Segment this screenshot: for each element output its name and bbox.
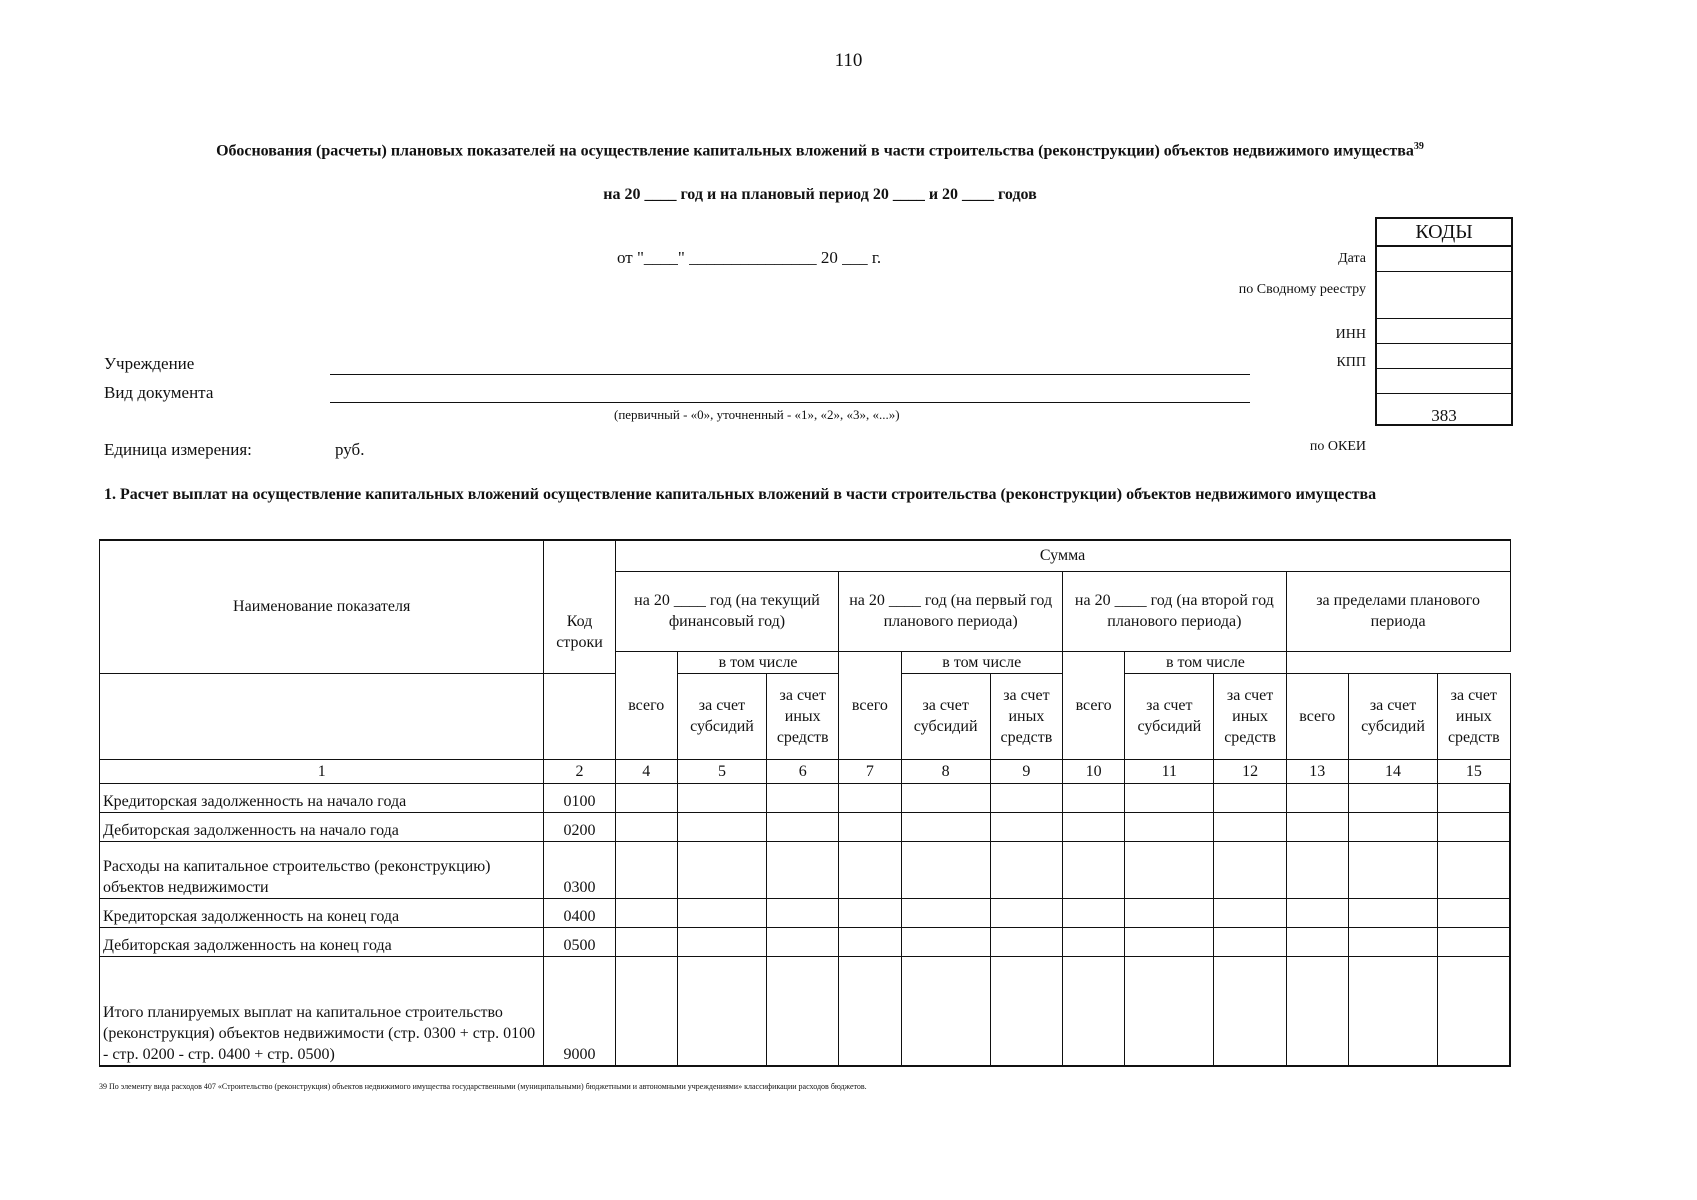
row-code: 0100 (544, 783, 615, 812)
row-name: Дебиторская задолженность на начало года (100, 812, 544, 841)
col-code-header: Код строки (544, 540, 615, 673)
col-num: 13 (1286, 759, 1348, 783)
row-name: Дебиторская задолженность на конец года (100, 927, 544, 956)
cell[interactable] (1125, 812, 1214, 841)
cell[interactable] (1063, 898, 1125, 927)
cell[interactable] (901, 841, 990, 898)
cell[interactable] (1438, 898, 1510, 927)
cell[interactable] (990, 898, 1062, 927)
cell[interactable] (767, 898, 839, 927)
document-title (140, 136, 1500, 162)
cell[interactable] (1125, 898, 1214, 927)
table-row (100, 898, 1511, 927)
cell[interactable] (1214, 956, 1286, 1066)
cell[interactable] (677, 783, 766, 812)
table-row (100, 783, 1511, 812)
cell[interactable] (1286, 783, 1348, 812)
inn-code-cell (1377, 318, 1511, 343)
okei-label: по ОКЕИ (1309, 439, 1366, 454)
other-header: за счет иных средств (990, 673, 1062, 759)
cell[interactable] (1125, 841, 1214, 898)
doc-type-line (330, 402, 1250, 403)
other-header: за счет иных средств (1214, 673, 1286, 759)
cell[interactable] (677, 956, 766, 1066)
period-current-header: на 20 ____ год (на текущий финансовый год) (615, 571, 839, 651)
cell[interactable] (990, 927, 1062, 956)
cell[interactable] (1214, 927, 1286, 956)
institution-label: Учреждение (104, 354, 195, 373)
date-line: от "____" _______________ 20 ___ г. (617, 248, 882, 267)
cell[interactable] (839, 783, 901, 812)
col-num: 7 (839, 759, 901, 783)
cell[interactable] (1214, 783, 1286, 812)
unit-value: руб. (335, 440, 365, 459)
cell[interactable] (615, 898, 677, 927)
table-row (100, 812, 1511, 841)
cell[interactable] (1286, 898, 1348, 927)
period-beyond-header: за пределами планового периода (1286, 571, 1510, 651)
row-code: 0300 (544, 841, 615, 898)
cell[interactable] (1348, 898, 1437, 927)
cell[interactable] (767, 812, 839, 841)
cell[interactable] (1348, 927, 1437, 956)
cell[interactable] (990, 956, 1062, 1066)
cell[interactable] (677, 841, 766, 898)
col-num: 2 (544, 759, 615, 783)
title-text: Обоснования (расчеты) плановых показателей на осуществление капитальных вложений в части строительства (реконструкции) объектов недвижимого имущества (216, 142, 1414, 160)
cell[interactable] (839, 812, 901, 841)
cell[interactable] (990, 783, 1062, 812)
page-number: 110 (834, 50, 863, 71)
cell[interactable] (767, 783, 839, 812)
col-name-header-cont (100, 673, 544, 759)
column-number-row (100, 759, 1511, 783)
cell[interactable] (1286, 956, 1348, 1066)
doc-type-hint: (первичный - «0», уточненный - «1», «2», «3», «...») (614, 407, 900, 422)
cell[interactable] (615, 783, 677, 812)
cell[interactable] (1063, 783, 1125, 812)
document-subtitle: на 20 ____ год и на плановый период 20 ____ и 20 ____ годов (603, 186, 1037, 203)
total-header: всего (1063, 651, 1125, 759)
cell[interactable] (1438, 783, 1510, 812)
institution-line (330, 374, 1250, 375)
cell[interactable] (1214, 841, 1286, 898)
date-label: Дата (1338, 251, 1366, 266)
subsidy-header: за счет субсидий (901, 673, 990, 759)
kpp-code-cell (1377, 343, 1511, 368)
codes-box (1375, 217, 1513, 426)
kpp-label: КПП (1336, 355, 1366, 370)
period-first-header: на 20 ____ год (на первый год планового периода) (839, 571, 1063, 651)
cell[interactable] (839, 841, 901, 898)
cell[interactable] (767, 956, 839, 1066)
cell[interactable] (1348, 841, 1437, 898)
okei-code-cell: 383 (1377, 393, 1511, 424)
incl-header: в том числе (1125, 651, 1287, 673)
unit-label: Единица измерения: (104, 440, 252, 459)
registry-code-cell (1377, 271, 1511, 318)
cell[interactable] (1286, 812, 1348, 841)
cell[interactable] (901, 783, 990, 812)
cell[interactable] (1214, 898, 1286, 927)
cell[interactable] (1348, 783, 1437, 812)
cell[interactable] (1286, 927, 1348, 956)
total-header: всего (1286, 673, 1348, 759)
row-name: Итого планируемых выплат на капитальное строительство (реконструкция) объектов недвижимости (стр. 0300 + стр. 0100 - стр. 0200 - стр. 0400 + стр. 0500) (100, 956, 544, 1066)
table-row (100, 927, 1511, 956)
col-num: 5 (677, 759, 766, 783)
cell[interactable] (901, 927, 990, 956)
cell[interactable] (1063, 812, 1125, 841)
cell[interactable] (677, 812, 766, 841)
cell[interactable] (901, 956, 990, 1066)
cell[interactable] (1438, 927, 1510, 956)
row-code: 0500 (544, 927, 615, 956)
cell[interactable] (1063, 841, 1125, 898)
total-header: всего (615, 651, 677, 759)
cell[interactable] (839, 898, 901, 927)
sum-header: Сумма (615, 540, 1510, 571)
footnote: 39 По элементу вида расходов 407 «Строительство (реконструкция) объектов недвижимого имущества государственными (муниципальными) бюджетными и автономными учреждениями» классификации расходов бюджетов. (99, 1082, 867, 1091)
total-header: всего (839, 651, 901, 759)
col-num: 10 (1063, 759, 1125, 783)
cell[interactable] (839, 927, 901, 956)
table-row (100, 841, 1511, 898)
col-num: 11 (1125, 759, 1214, 783)
subsidy-header: за счет субсидий (1125, 673, 1214, 759)
col-name-header: Наименование показателя (100, 540, 544, 673)
col-num: 4 (615, 759, 677, 783)
inn-label: ИНН (1335, 327, 1366, 342)
row-name: Кредиторская задолженность на начало года (100, 783, 544, 812)
col-num: 6 (767, 759, 839, 783)
cell[interactable] (615, 956, 677, 1066)
col-num: 8 (901, 759, 990, 783)
cell[interactable] (1125, 783, 1214, 812)
incl-header: в том числе (901, 651, 1063, 673)
cell[interactable] (901, 898, 990, 927)
col-num: 14 (1348, 759, 1437, 783)
subsidy-header: за счет субсидий (677, 673, 766, 759)
cell[interactable] (990, 812, 1062, 841)
cell[interactable] (615, 927, 677, 956)
other-header: за счет иных средств (1438, 673, 1510, 759)
period-second-header: на 20 ____ год (на второй год планового периода) (1063, 571, 1287, 651)
subsidy-header: за счет субсидий (1348, 673, 1437, 759)
cell[interactable] (677, 898, 766, 927)
cell[interactable] (615, 841, 677, 898)
col-num: 1 (100, 759, 544, 783)
col-code-header-cont (544, 673, 615, 759)
cell[interactable] (767, 927, 839, 956)
cell[interactable] (677, 927, 766, 956)
col-num: 12 (1214, 759, 1286, 783)
codes-header: КОДЫ (1415, 221, 1473, 243)
cell[interactable] (1125, 927, 1214, 956)
cell[interactable] (1063, 927, 1125, 956)
cell[interactable] (1286, 841, 1348, 898)
cell[interactable] (1063, 956, 1125, 1066)
col-num: 15 (1438, 759, 1510, 783)
registry-label: по Сводному реестру (1238, 282, 1366, 297)
cell[interactable] (901, 812, 990, 841)
doc-type-label: Вид документа (104, 383, 214, 402)
cell[interactable] (1438, 812, 1510, 841)
title-footnote-ref: 39 (1413, 141, 1424, 152)
other-header: за счет иных средств (767, 673, 839, 759)
row-code: 0200 (544, 812, 615, 841)
cell[interactable] (767, 841, 839, 898)
row-name: Кредиторская задолженность на конец года (100, 898, 544, 927)
cell[interactable] (1125, 956, 1214, 1066)
col-num: 9 (990, 759, 1062, 783)
table-row (100, 956, 1511, 1066)
cell[interactable] (1348, 812, 1437, 841)
payments-table (99, 539, 1511, 1067)
cell[interactable] (1214, 812, 1286, 841)
doctype-code-cell (1377, 368, 1511, 393)
section-title: 1. Расчет выплат на осуществление капитальных вложений осуществление капитальных вложений в части строительства (реконструкции) объектов недвижимого имущества (104, 486, 1377, 503)
row-code: 9000 (544, 956, 615, 1066)
date-code-cell (1377, 245, 1511, 271)
incl-header: в том числе (677, 651, 839, 673)
cell[interactable] (1438, 841, 1510, 898)
cell[interactable] (1348, 956, 1437, 1066)
row-name: Расходы на капитальное строительство (реконструкцию) объектов недвижимости (100, 841, 544, 898)
cell[interactable] (615, 812, 677, 841)
row-code: 0400 (544, 898, 615, 927)
cell[interactable] (839, 956, 901, 1066)
cell[interactable] (990, 841, 1062, 898)
cell[interactable] (1438, 956, 1510, 1066)
